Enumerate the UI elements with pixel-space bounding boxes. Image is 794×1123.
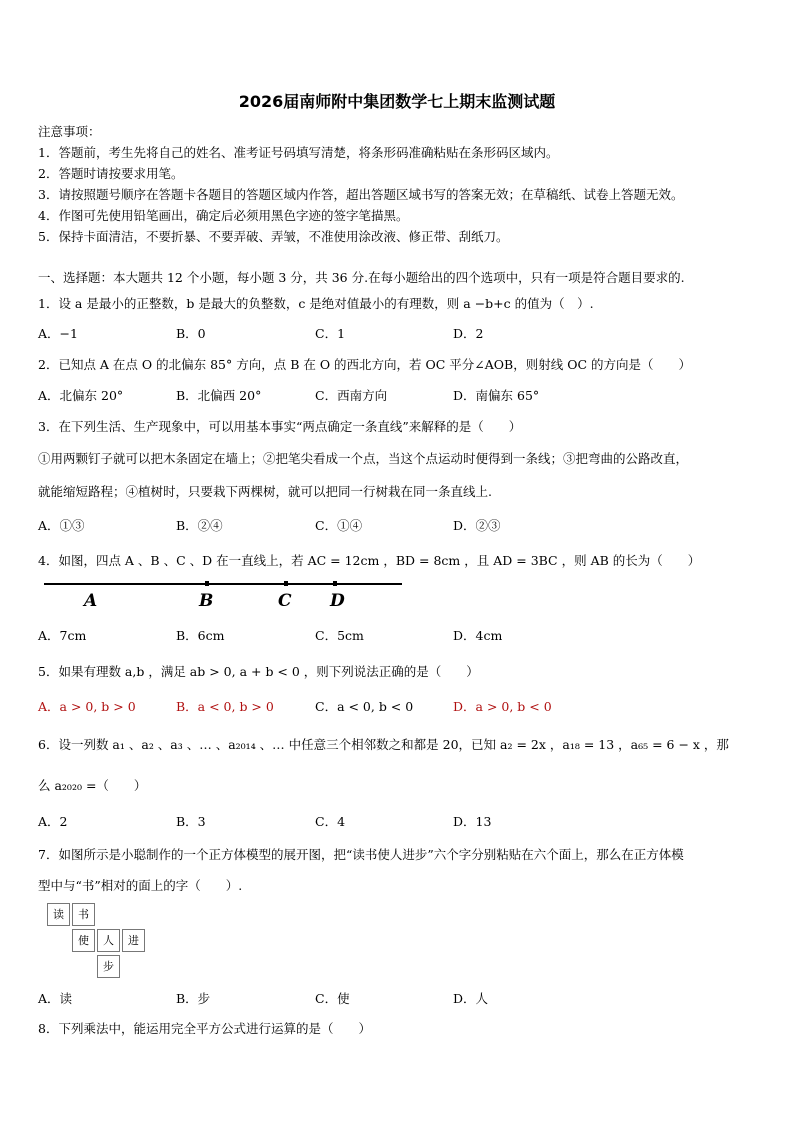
q2-option-a: A．北偏东 20°: [38, 388, 124, 403]
q1-option-c: C．1: [315, 326, 346, 341]
q3-option-a: A．①③: [38, 518, 85, 533]
q2-option-b: B．北偏西 20°: [176, 388, 262, 403]
q2-option-d: D．南偏东 65°: [453, 388, 540, 403]
q6-option-c: C．4: [315, 814, 346, 829]
q5-option-c: C．a < 0, b < 0: [315, 699, 414, 714]
q6-option-a: A．2: [38, 814, 68, 829]
q4-point-b-mark: [205, 581, 209, 586]
net-cell-du: 读: [47, 903, 70, 926]
net-cell-jin: 进: [122, 929, 145, 952]
q4-option-a: A．7cm: [38, 628, 87, 643]
q5-option-a: A．a > 0, b > 0: [38, 699, 136, 714]
q5-option-d: D．a > 0, b < 0: [453, 699, 552, 714]
notice-heading: 注意事项：: [38, 124, 101, 139]
q4-option-b: B．6cm: [176, 628, 225, 643]
q2-option-c: C．西南方向: [315, 388, 388, 403]
notice-item-5: 5．保持卡面清洁，不要折暴、不要弄破、弄皱，不准使用涂改液、修正带、刮纸刀。: [38, 229, 509, 244]
q4-option-d: D．4cm: [453, 628, 503, 643]
q1-stem: 1．设 a 是最小的正整数，b 是最大的负整数，c 是绝对值最小的有理数，则 a −b+c 的值为（ ）.: [38, 296, 594, 311]
q3-option-b: B．②④: [176, 518, 223, 533]
q1-option-b: B．0: [176, 326, 206, 341]
q7-option-c: C．使: [315, 991, 350, 1006]
q8-stem: 8．下列乘法中，能运用完全平方公式进行运算的是（ ）: [38, 1021, 371, 1036]
q4-point-b-label: B: [199, 591, 214, 611]
q2-stem: 2．已知点 A 在点 O 的北偏东 85° 方向，点 B 在 O 的西北方向，若 OC 平分∠AOB，则射线 OC 的方向是（ ）: [38, 357, 692, 372]
q1-option-d: D．2: [453, 326, 484, 341]
net-cell-ren: 人: [97, 929, 120, 952]
q4-point-d-mark: [333, 581, 337, 586]
q6-line-2: 么 a₂₀₂₀ =（ ）: [38, 778, 147, 793]
net-cell-bu: 步: [97, 955, 120, 978]
notice-item-3: 3．请按照题号顺序在答题卡各题目的答题区域内作答，超出答题区域书写的答案无效；在草稿纸、试卷上答题无效。: [38, 187, 684, 202]
q3-option-c: C．①④: [315, 518, 363, 533]
q7-option-a: A．读: [38, 991, 73, 1006]
q3-option-d: D．②③: [453, 518, 501, 533]
q4-point-a-label: A: [84, 591, 98, 611]
q7-option-b: B．步: [176, 991, 211, 1006]
q3-line-2: ①用两颗钉子就可以把木条固定在墙上；②把笔尖看成一个点，当这个点运动时便得到一条线；③把弯曲的公路改直，: [38, 451, 689, 466]
notice-item-2: 2．答题时请按要求用笔。: [38, 166, 184, 181]
q3-stem: 3．在下列生活、生产现象中，可以用基本事实“两点确定一条直线”来解释的是（ ）: [38, 419, 522, 434]
q7-line-2: 型中与“书”相对的面上的字（ ）.: [38, 878, 243, 893]
q5-stem: 5．如果有理数 a,b ，满足 ab > 0, a + b < 0 ，则下列说法正确的是（ ）: [38, 664, 479, 679]
notice-item-4: 4．作图可先使用铅笔画出，确定后必须用黑色字迹的签字笔描黑。: [38, 208, 409, 223]
q3-line-3: 就能缩短路程；④植树时，只要栽下两棵树，就可以把同一行树栽在同一条直线上.: [38, 484, 492, 499]
q4-option-c: C．5cm: [315, 628, 364, 643]
q6-option-d: D．13: [453, 814, 492, 829]
net-cell-shi: 使: [72, 929, 95, 952]
q4-point-d-label: D: [330, 591, 345, 611]
notice-item-1: 1．答题前，考生先将自己的姓名、准考证号码填写清楚，将条形码准确粘贴在条形码区域内。: [38, 145, 559, 160]
q5-option-b: B．a < 0, b > 0: [176, 699, 274, 714]
q6-option-b: B．3: [176, 814, 206, 829]
section-heading: 一、选择题：本大题共 12 个小题，每小题 3 分，共 36 分.在每小题给出的四个选项中，只有一项是符合题目要求的.: [38, 270, 685, 285]
q4-point-c-label: C: [278, 591, 292, 611]
q6-stem: 6．设一列数 a₁ 、a₂ 、a₃ 、… 、a₂₀₁₄ 、… 中任意三个相邻数之和都是 20，已知 a₂ = 2x ，a₁₈ = 13 ，a₆₅ = 6 − x ，那: [38, 737, 729, 752]
q7-option-d: D．人: [453, 991, 489, 1006]
q1-option-a: A．−1: [38, 326, 78, 341]
page-title: 2026届南师附中集团数学七上期末监测试题: [238, 92, 556, 111]
q7-stem: 7．如图所示是小聪制作的一个正方体模型的展开图，把“读书使人进步”六个字分别粘贴在六个面上，那么在正方体模: [38, 847, 684, 862]
q4-stem: 4．如图，四点 A 、B 、C 、D 在一直线上，若 AC = 12cm ，BD = 8cm ，且 AD = 3BC ，则 AB 的长为（ ）: [38, 553, 701, 568]
net-cell-shu: 书: [72, 903, 95, 926]
q4-line-figure: [44, 583, 402, 585]
q4-point-c-mark: [284, 581, 288, 586]
